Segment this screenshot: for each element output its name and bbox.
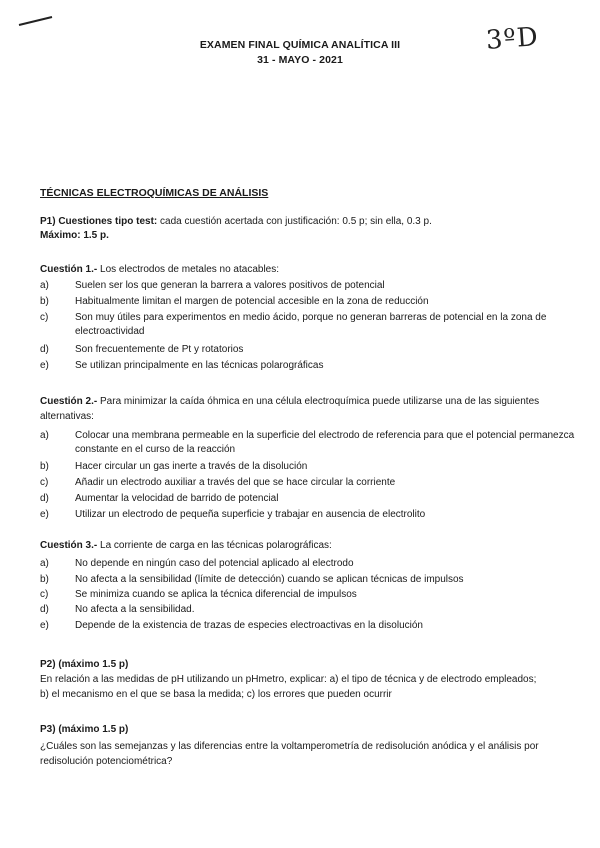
p2-text-line-1: En relación a las medidas de pH utilizando un pHmetro, explicar: a) el tipo de técnica y de electrodo empleados; (40, 674, 537, 685)
p1-label: P1) Cuestiones tipo test: (40, 216, 158, 227)
section-title: TÉCNICAS ELECTROQUÍMICAS DE ANÁLISIS (40, 187, 269, 199)
question-2-stem: Para minimizar la caída óhmica en una célula electroquímica puede utilizarse una de las siguientes alternativas: (40, 396, 540, 422)
question-3-stem: La corriente de carga en las técnicas polarográficas: (100, 540, 332, 551)
p2-text-line-2: b) el mecanismo en el que se basa la medida; c) los errores que pueden ocurrir (40, 689, 392, 700)
question-3-header (40, 538, 565, 553)
pen-stroke-mark (18, 14, 54, 28)
exam-date: 31 - MAYO - 2021 (257, 54, 343, 66)
p1-max: Máximo: 1.5 p. (40, 230, 109, 241)
question-2-header (40, 394, 565, 424)
question-1-stem: Los electrodos de metales no atacables: (100, 264, 280, 275)
handwritten-annotation: 3ºD (485, 22, 540, 56)
question-2-label: Cuestión 2.- (40, 396, 98, 407)
p2-heading: P2) (máximo 1.5 p) (40, 659, 129, 670)
exam-page: 3ºD EXAMEN FINAL QUÍMICA ANALÍTICA III 31 - MAYO - 2021 TÉCNICAS ELECTROQUÍMICAS DE ANÁLISIS P1) Cuestiones tipo test: cada cuestión acertada con justificación: 0.5 p; sin ella, 0.3 p. Máximo: 1.5 p. Cuestión 1.- Los electrodos de metales no atacables: a) Suelen ser los que generan la barrera a valores positivos de potencial b) Habitualmente limitan el margen de potencial accesible en la zona de reducción c) Son muy útiles para experimentos en medio ácido, porque no generan barreras de potencial en la zona de electroactividad d) Son frecuentemente de Pt y rotatorios e) Se utilizan principalmente en las técnicas polarográficas Cuestión 2.- Para minimizar la caída óhmica en una célula electroquímica puede utilizarse una de las siguientes alternativas: a) Colocar una membrana permeable en la superficie del electrodo de referencia para que el potencial permanezca constante en el curso de la reacción b) Hacer circular un gas inerte a través de la disolución c) Añadir un electrodo auxiliar a través del que se hace circular la corriente d) Aumentar la velocidad de barrido de potencial e) Utilizar un electrodo de pequeña superficie y trabajar en ausencia de electrolito Cuestión 3.- La corriente de carga en las técnicas polarográficas: a) No depende en ningún caso del potencial aplicado al electrodo b) No afecta a la sensibilidad (límite de detección) cuando se aplican técnicas de impulsos c) Se minimiza cuando se aplica la técnica diferencial de impulsos d) No afecta a la sensibilidad. e) Depende de la existencia de trazas de especies electroactivas en la disolución P2) (máximo 1.5 p) En relación a las medidas de pH utilizando un pHmetro, explicar: a) el tipo de técnica y de electrodo empleados; b) el mecanismo en el que se basa la medida; c) los errores que pueden ocurrir P3) (máximo 1.5 p) ¿Cuáles son las semejanzas y las diferencias entre la voltamperometría de redisolución anódica y el análisis por redisolución potenciométrica? (0, 0, 600, 848)
question-1-label: Cuestión 1.- (40, 264, 98, 275)
exam-title: EXAMEN FINAL QUÍMICA ANALÍTICA III (199, 39, 401, 51)
question-3-label: Cuestión 3.- (40, 540, 98, 551)
p1-header (40, 215, 432, 228)
p3-text-line-2: redisolución potenciométrica? (40, 756, 173, 767)
p3-text-line-1: ¿Cuáles son las semejanzas y las diferencias entre la voltamperometría de redisolución anódica y el análisis por (40, 741, 539, 752)
p1-instructions: cada cuestión acertada con justificación: 0.5 p; sin ella, 0.3 p. (160, 216, 432, 227)
p3-heading: P3) (máximo 1.5 p) (40, 724, 129, 735)
question-1-header (40, 262, 565, 277)
